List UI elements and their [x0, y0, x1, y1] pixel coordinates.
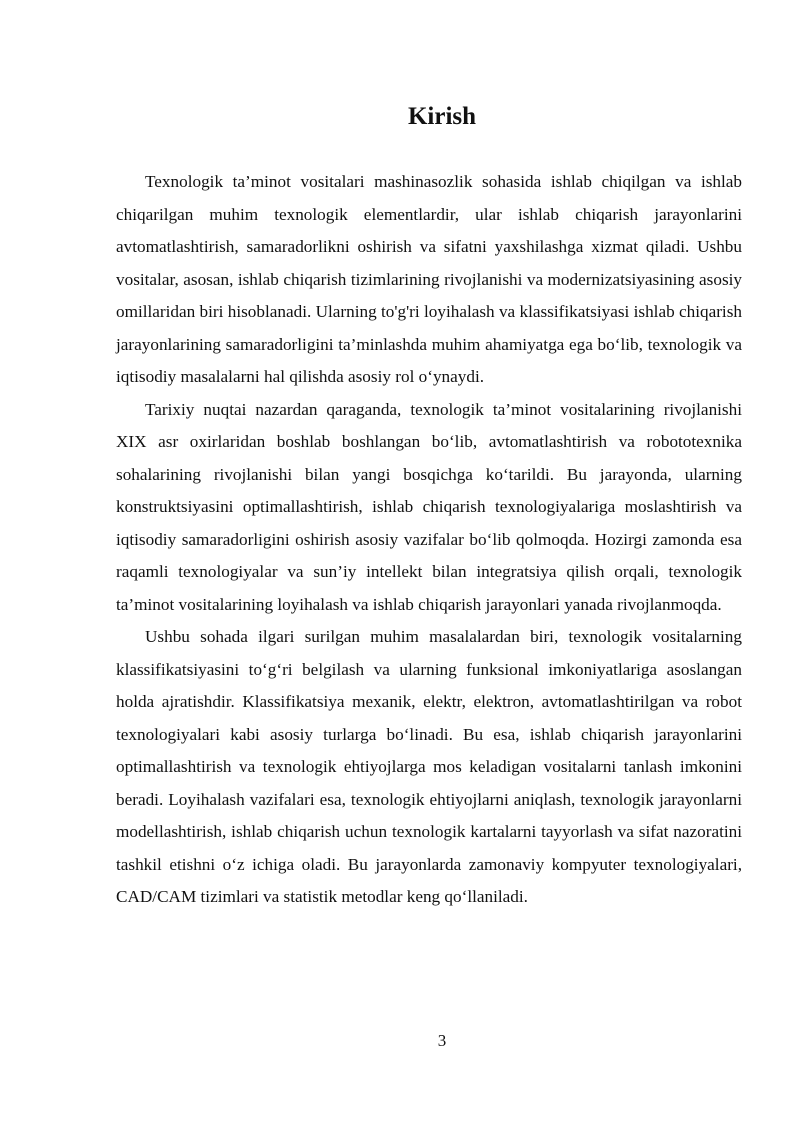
paragraph-2: Tarixiy nuqtai nazardan qaraganda, texnologik ta’minot vositalarining rivojlanishi XIX asr oxirlaridan boshlab boshlangan bo‘lib, avtomatlashtirish va robototexnika sohalarining rivojlanishi bilan yangi bosqichga ko‘tarildi. Bu jarayonda, ularning konstruktsiyasini optimallashtirish, ishlab chiqarish texnologiyalariga moslashtirish va iqtisodiy samaradorligini oshirish asosiy vazifalar bo‘lib qolmoqda. Hozirgi zamonda esa raqamli texnologiyalar va sun’iy intellekt bilan integratsiya qilish orqali, texnologik ta’minot vositalarining loyihalash va ishlab chiqarish jarayonlari yanada rivojlanmoqda. [116, 399, 742, 614]
page-number: 3 [437, 1031, 447, 1050]
paragraph-1: Texnologik ta’minot vositalari mashinasozlik sohasida ishlab chiqilgan va ishlab chiqarilgan muhim texnologik elementlardir, ular ishlab chiqarish jarayonlarini avtomatlashtirish, samaradorlikni oshirish va sifatni yaxshilashga xizmat qiladi. Ushbu vositalar, asosan, ishlab chiqarish tizimlarining rivojlanishi va modernizatsiyasining asosiy omillaridan biri hisoblanadi. Ularning to'g'ri loyihalash va klassifikatsiyasi ishlab chiqarish jarayonlarining samaradorligini ta’minlashda muhim ahamiyatga ega bo‘lib, texnologik va iqtisodiy masalalarni hal qilishda asosiy rol o‘ynaydi. [116, 172, 742, 386]
body-text [116, 166, 742, 914]
paragraph-3: Ushbu sohada ilgari surilgan muhim masalalardan biri, texnologik vositalarning klassifikatsiyasini to‘g‘ri belgilash va ularning funksional imkoniyatlariga asoslangan holda ajratishdir. Klassifikatsiya mexanik, elektr, elektron, avtomatlashtirilgan va robot texnologiyalari kabi asosiy turlarga bo‘linadi. Bu esa, ishlab chiqarish jarayonlarini optimallashtirish va texnologik ehtiyojlarga mos keladigan vositalarni tanlash imkonini beradi. Loyihalash vazifalari esa, texnologik ehtiyojlarni aniqlash, texnologik jarayonlarni modellashtirish, ishlab chiqarish uchun texnologik kartalarni tayyorlash va sifat nazoratini tashkil etishni o‘z ichiga oladi. Bu jarayonlarda zamonaviy kompyuter texnologiyalari, CAD/CAM tizimlari va statistik metodlar keng qo‘llaniladi. [116, 627, 742, 906]
page-title: Kirish [407, 103, 477, 130]
